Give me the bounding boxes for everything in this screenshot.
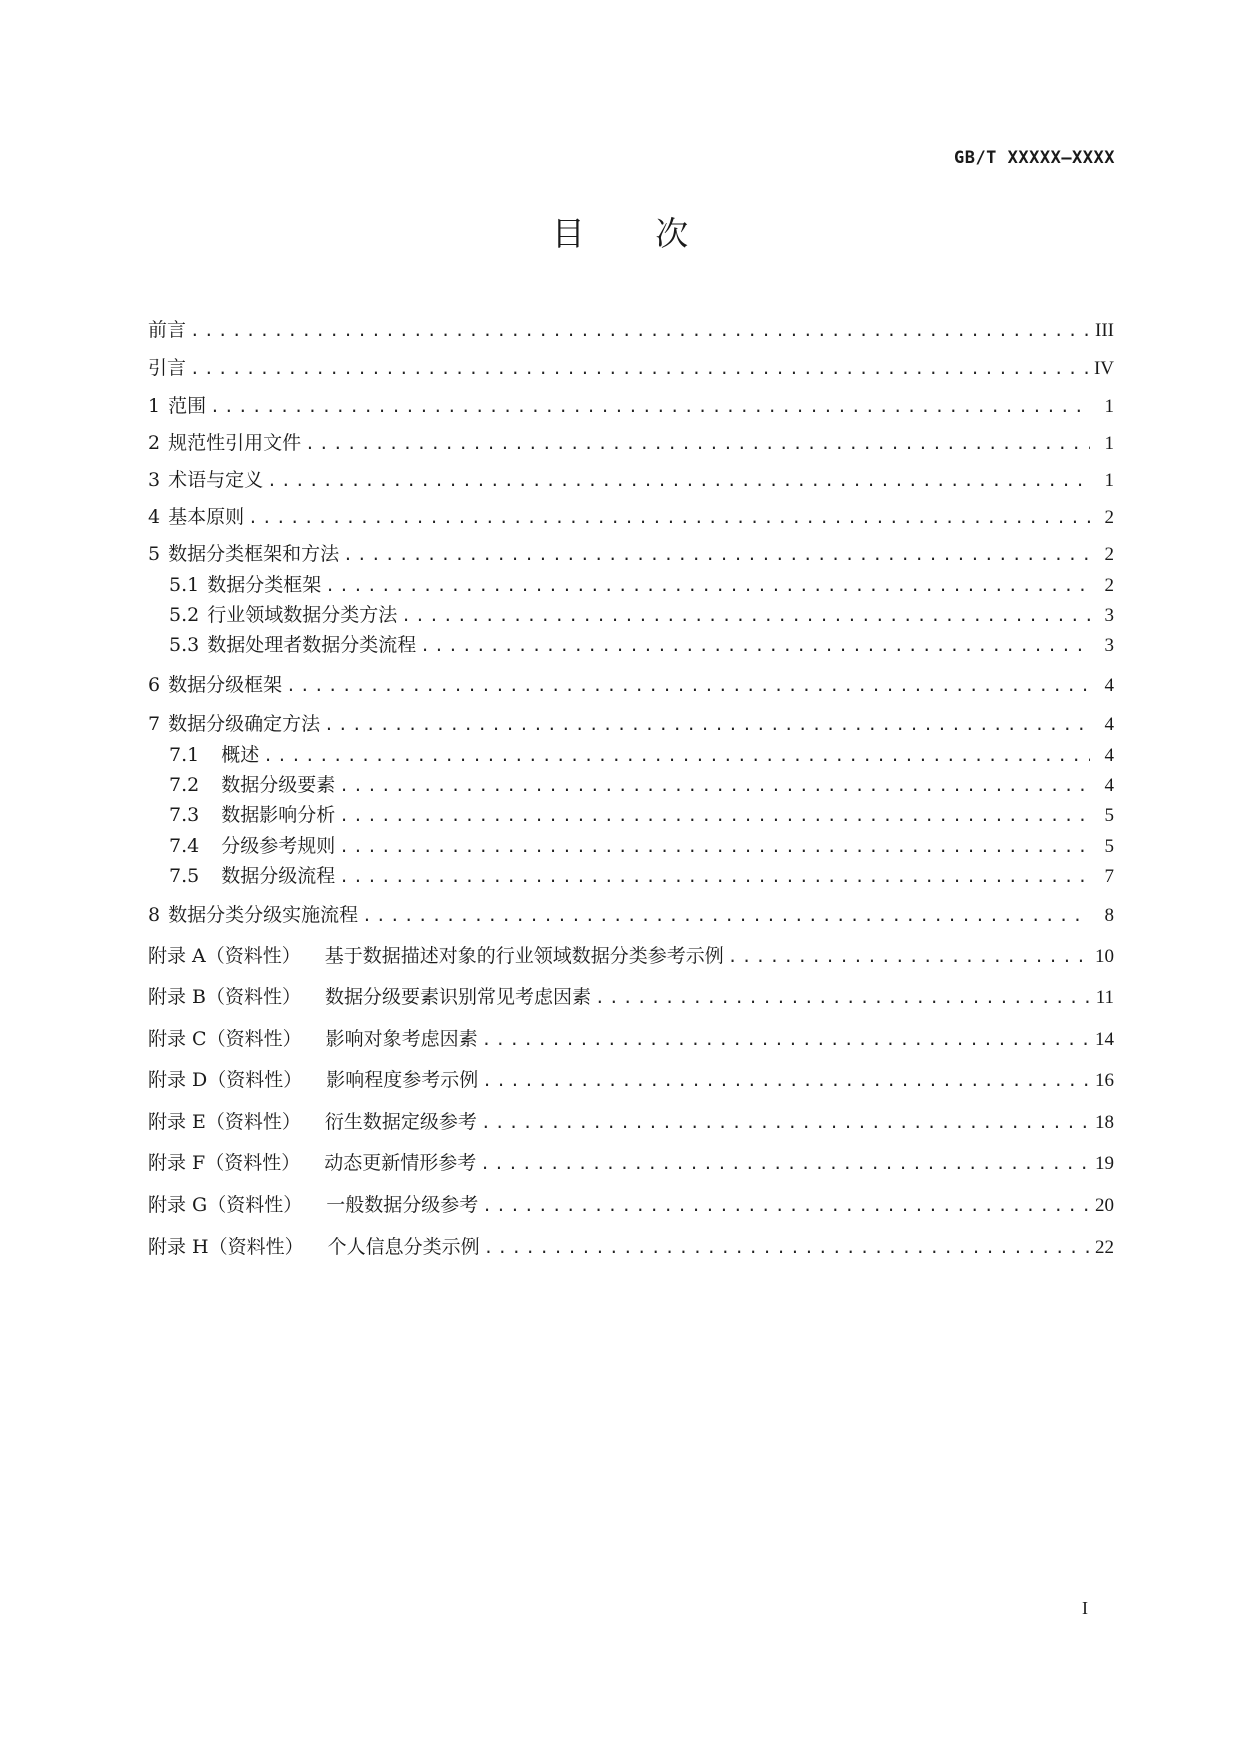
toc-entry-appendix-g[interactable] <box>148 1193 1114 1218</box>
toc-entry-title: 数据分级流程 <box>221 865 336 887</box>
toc-entry-title: 数据分级确定方法 <box>168 713 321 735</box>
toc-page-number: III <box>1095 320 1114 341</box>
toc-page-number: 22 <box>1095 1237 1114 1258</box>
toc-entry-appendix-b[interactable] <box>148 985 1114 1010</box>
toc-page-number: 2 <box>1104 507 1114 528</box>
toc-entry-title: 基本原则 <box>168 506 245 528</box>
page-number: I <box>1082 1598 1088 1618</box>
dot-leader <box>267 469 1090 493</box>
toc-entry-title: 术语与定义 <box>168 469 264 491</box>
toc-page-number: 8 <box>1104 905 1114 926</box>
toc-entry-title: 基于数据描述对象的行业领域数据分类参考示例 <box>324 945 724 967</box>
toc-entry-title: 数据分类框架和方法 <box>168 543 340 565</box>
dot-leader <box>325 574 1090 598</box>
toc-entry-number: 1 <box>148 395 161 417</box>
toc-entry-section-5-3[interactable] <box>169 633 1114 658</box>
toc-entry-section-5-1[interactable] <box>169 573 1114 598</box>
toc-entry-number: 4 <box>148 506 161 528</box>
toc-page-number: 3 <box>1104 605 1114 626</box>
dot-leader <box>339 835 1090 859</box>
toc-entry-appendix-f[interactable] <box>148 1151 1114 1176</box>
toc-entry-introduction[interactable] <box>148 356 1114 381</box>
toc-entry-number: 7.2 <box>169 774 200 796</box>
toc-entry-number: 8 <box>148 904 161 926</box>
dot-leader <box>339 774 1090 798</box>
toc-entry-title: 数据分级要素 <box>221 774 336 796</box>
dot-leader <box>595 986 1090 1010</box>
toc-entry-number: 5 <box>148 543 161 565</box>
document-code: GB/T XXXXX—XXXX <box>953 148 1115 168</box>
toc-entry-section-7[interactable] <box>148 712 1114 737</box>
toc-entry-number: 附录 F（资料性） <box>148 1152 301 1174</box>
dot-leader <box>728 945 1090 969</box>
toc-entry-section-8[interactable] <box>148 903 1114 928</box>
toc-page-number: IV <box>1093 358 1114 379</box>
toc-entry-title: 数据分级要素识别常见考虑因素 <box>325 986 592 1008</box>
dot-leader <box>482 1069 1090 1093</box>
toc-page-number: 10 <box>1095 946 1114 967</box>
toc-entry-number: 7 <box>148 713 161 735</box>
dot-leader <box>190 357 1090 381</box>
dot-leader <box>305 432 1090 456</box>
toc-page-number: 19 <box>1095 1153 1114 1174</box>
toc-entry-number: 5.2 <box>169 604 200 626</box>
toc-page-number: 2 <box>1104 575 1114 596</box>
toc-entry-number: 附录 H（资料性） <box>148 1236 304 1258</box>
toc-entry-number: 附录 G（资料性） <box>148 1194 303 1216</box>
dot-leader <box>484 1236 1090 1260</box>
toc-entry-section-7-1[interactable] <box>169 743 1114 768</box>
dot-leader <box>339 804 1090 828</box>
toc-entry-number: 7.5 <box>169 865 200 887</box>
dot-leader <box>286 674 1090 698</box>
toc-entry-number: 3 <box>148 469 161 491</box>
dot-leader <box>324 713 1090 737</box>
toc-entry-appendix-c[interactable] <box>148 1027 1114 1052</box>
toc-entry-title: 动态更新情形参考 <box>324 1152 477 1174</box>
toc-entry-title: 前言 <box>148 319 187 341</box>
toc-entry-title: 数据分级框架 <box>168 674 283 696</box>
toc-entry-title: 一般数据分级参考 <box>326 1194 479 1216</box>
toc-entry-title: 数据处理者数据分类流程 <box>207 634 417 656</box>
toc-page-number: 1 <box>1104 470 1114 491</box>
toc-page-number: 1 <box>1104 396 1114 417</box>
toc-entry-section-3[interactable] <box>148 468 1114 493</box>
dot-leader <box>482 1028 1090 1052</box>
page-title: 目 次 <box>551 214 719 253</box>
toc-entry-title: 范围 <box>168 395 207 417</box>
toc-entry-section-7-3[interactable] <box>169 803 1114 828</box>
toc-entry-number: 附录 D（资料性） <box>148 1069 303 1091</box>
toc-entry-section-7-4[interactable] <box>169 834 1114 859</box>
toc-page-number: 3 <box>1104 635 1114 656</box>
toc-entry-number: 7.1 <box>169 744 200 766</box>
dot-leader <box>339 865 1090 889</box>
toc-entry-appendix-h[interactable] <box>148 1235 1114 1260</box>
toc-entry-number: 5.1 <box>169 574 200 596</box>
toc-entry-number: 7.3 <box>169 804 200 826</box>
toc-entry-section-7-5[interactable] <box>169 864 1114 889</box>
toc-entry-title: 行业领域数据分类方法 <box>207 604 398 626</box>
toc-page-number: 2 <box>1104 544 1114 565</box>
toc-entry-appendix-e[interactable] <box>148 1110 1114 1135</box>
toc-page-number: 14 <box>1095 1029 1114 1050</box>
toc-page-number: 5 <box>1104 836 1114 857</box>
toc-page-number: 4 <box>1104 714 1114 735</box>
toc-entry-number: 6 <box>148 674 161 696</box>
toc-entry-title: 规范性引用文件 <box>168 432 302 454</box>
dot-leader <box>481 1111 1090 1135</box>
toc-page-number: 20 <box>1095 1195 1114 1216</box>
toc-entry-number: 5.3 <box>169 634 200 656</box>
toc-page-number: 4 <box>1104 775 1114 796</box>
toc-entry-title: 数据影响分析 <box>221 804 336 826</box>
toc-entry-appendix-a[interactable] <box>148 944 1114 969</box>
toc-entry-number: 附录 E（资料性） <box>148 1111 301 1133</box>
toc-page-number: 1 <box>1104 433 1114 454</box>
toc-entry-title: 概述 <box>221 744 260 766</box>
toc-page-number: 5 <box>1104 805 1114 826</box>
toc-entry-title: 衍生数据定级参考 <box>324 1111 477 1133</box>
dot-leader <box>248 506 1090 530</box>
toc-page-number: 4 <box>1104 745 1114 766</box>
dot-leader <box>480 1152 1090 1176</box>
toc-page-number: 18 <box>1095 1112 1114 1133</box>
toc-entry-title: 影响程度参考示例 <box>326 1069 479 1091</box>
toc-entry-number: 7.4 <box>169 835 200 857</box>
toc-entry-title: 数据分类分级实施流程 <box>168 904 359 926</box>
toc-entry-number: 2 <box>148 432 161 454</box>
toc-entry-section-6[interactable] <box>148 673 1114 698</box>
dot-leader <box>190 319 1090 343</box>
dot-leader <box>263 744 1090 768</box>
toc-page-number: 16 <box>1095 1070 1114 1091</box>
dot-leader <box>210 395 1090 419</box>
toc-entry-foreword[interactable] <box>148 318 1114 343</box>
toc-entry-section-5[interactable] <box>148 542 1114 567</box>
toc-entry-section-2[interactable] <box>148 431 1114 456</box>
toc-entry-title: 分级参考规则 <box>221 835 336 857</box>
toc-entry-number: 附录 B（资料性） <box>148 986 302 1008</box>
dot-leader <box>482 1194 1090 1218</box>
toc-page-number: 4 <box>1104 675 1114 696</box>
toc-entry-appendix-d[interactable] <box>148 1068 1114 1093</box>
dot-leader <box>343 543 1090 567</box>
toc-entry-section-7-2[interactable] <box>169 773 1114 798</box>
dot-leader <box>420 634 1090 658</box>
toc-entry-title: 个人信息分类示例 <box>327 1236 480 1258</box>
toc-page-number: 11 <box>1095 987 1114 1008</box>
toc-entry-title: 引言 <box>148 357 187 379</box>
toc-entry-title: 影响对象考虑因素 <box>325 1028 478 1050</box>
toc-page-number: 7 <box>1104 866 1114 887</box>
toc-entry-section-5-2[interactable] <box>169 603 1114 628</box>
toc-entry-title: 数据分类框架 <box>207 574 322 596</box>
toc-entry-section-4[interactable] <box>148 505 1114 530</box>
toc-entry-number: 附录 A（资料性） <box>148 945 301 967</box>
dot-leader <box>362 904 1090 928</box>
toc-entry-number: 附录 C（资料性） <box>148 1028 302 1050</box>
dot-leader <box>401 604 1090 628</box>
toc-entry-section-1[interactable] <box>148 394 1114 419</box>
